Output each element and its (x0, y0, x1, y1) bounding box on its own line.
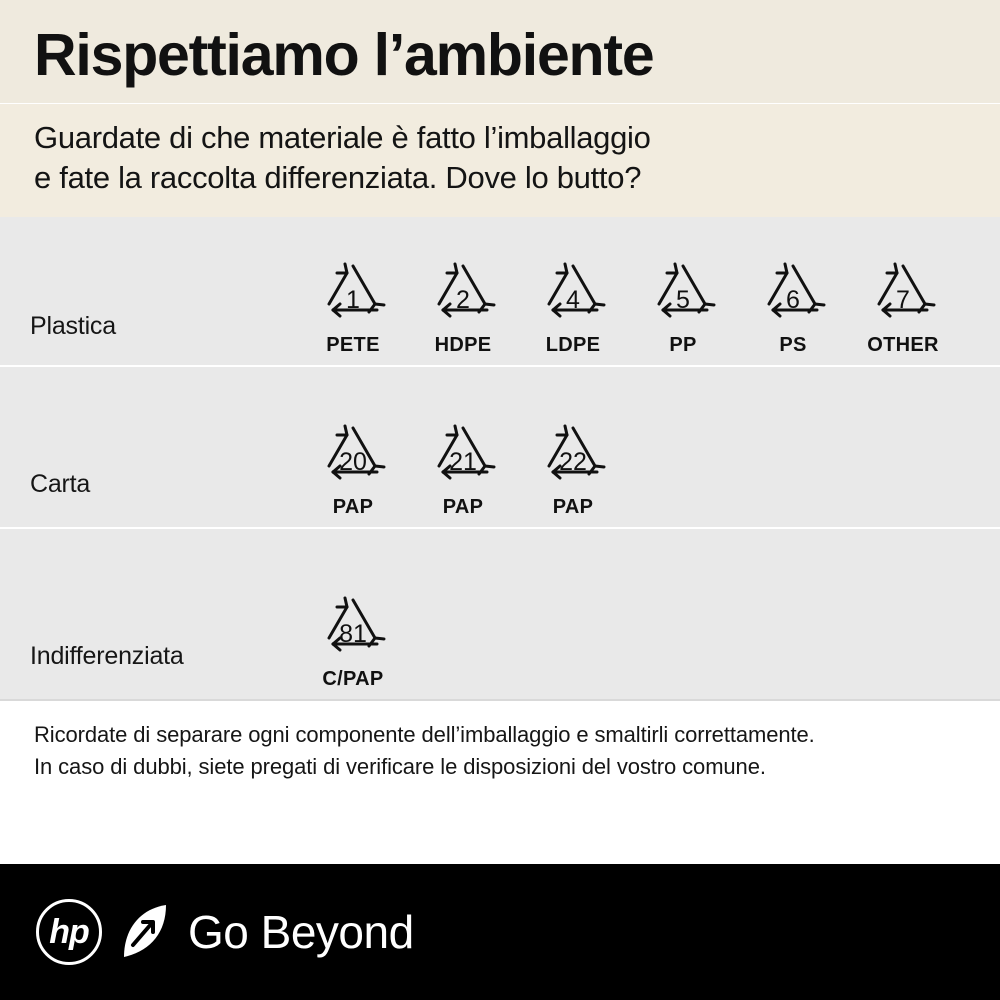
symbol-number: 4 (566, 285, 580, 314)
list-item (848, 254, 958, 357)
recycle-triangle-icon (527, 254, 619, 332)
symbol-code: HDPE (434, 334, 492, 357)
list-item (298, 588, 408, 691)
recycle-triangle-icon (527, 416, 619, 494)
hp-logo-text: hp (49, 913, 89, 951)
symbol-number: 22 (559, 447, 587, 476)
table-row (0, 527, 1000, 699)
list-item (408, 416, 518, 519)
footer-tagline: Go Beyond (188, 906, 414, 958)
symbol-code: OTHER (867, 334, 939, 357)
page-title: Rispettiamo l’ambiente (34, 22, 654, 88)
symbol-code: PETE (326, 334, 380, 357)
row-label-indifferenziata: Indifferenziata (30, 642, 184, 671)
brand-footer (0, 864, 1000, 1000)
symbol-number: 1 (346, 285, 360, 314)
recycle-triangle-icon (307, 416, 399, 494)
symbol-code: LDPE (545, 334, 601, 357)
title-band (0, 0, 1000, 103)
symbol-number: 7 (896, 285, 910, 314)
symbol-code: PAP (332, 496, 374, 519)
recycle-triangle-icon (857, 254, 949, 332)
list-item (518, 416, 628, 519)
row-label-plastica: Plastica (30, 312, 116, 341)
list-item (628, 254, 738, 357)
symbol-number: 81 (339, 619, 367, 648)
subtitle-line-1: Guardate di che materiale è fatto l’imballaggio (34, 120, 651, 155)
subtitle-band (0, 103, 1000, 217)
recycle-triangle-icon (307, 254, 399, 332)
recycle-triangle-icon (307, 588, 399, 666)
symbol-code: C/PAP (322, 668, 384, 691)
list-item (298, 254, 408, 357)
symbol-group-plastica (298, 254, 1000, 365)
symbol-code: PAP (442, 496, 484, 519)
leaf-arrow-icon (116, 899, 170, 965)
list-item (518, 254, 628, 357)
material-rows (0, 217, 1000, 699)
symbol-number: 6 (786, 285, 800, 314)
recycle-triangle-icon (417, 416, 509, 494)
symbol-code: PS (779, 334, 807, 357)
table-row (0, 365, 1000, 527)
symbol-number: 2 (456, 285, 470, 314)
subtitle-line-2: e fate la raccolta differenziata. Dove lo butto? (34, 159, 642, 195)
symbol-number: 5 (676, 285, 690, 314)
recycle-triangle-icon (747, 254, 839, 332)
symbol-code: PAP (552, 496, 594, 519)
symbol-group-indifferenziata (298, 588, 1000, 699)
note-line-1: Ricordate di separare ogni componente dell’imballaggio e smaltirli correttamente. (34, 722, 815, 748)
symbol-number: 21 (449, 447, 477, 476)
list-item (738, 254, 848, 357)
recycle-triangle-icon (417, 254, 509, 332)
disposal-note (0, 699, 1000, 795)
note-line-2: In caso di dubbi, siete pregati di verificare le disposizioni del vostro comune. (34, 753, 766, 779)
symbol-group-carta (298, 416, 1000, 527)
symbol-number: 20 (339, 447, 367, 476)
list-item (408, 254, 518, 357)
hp-logo-icon (36, 899, 102, 965)
symbol-code: PP (669, 334, 697, 357)
table-row (0, 217, 1000, 365)
list-item (298, 416, 408, 519)
row-label-carta: Carta (30, 470, 91, 499)
recycle-triangle-icon (637, 254, 729, 332)
